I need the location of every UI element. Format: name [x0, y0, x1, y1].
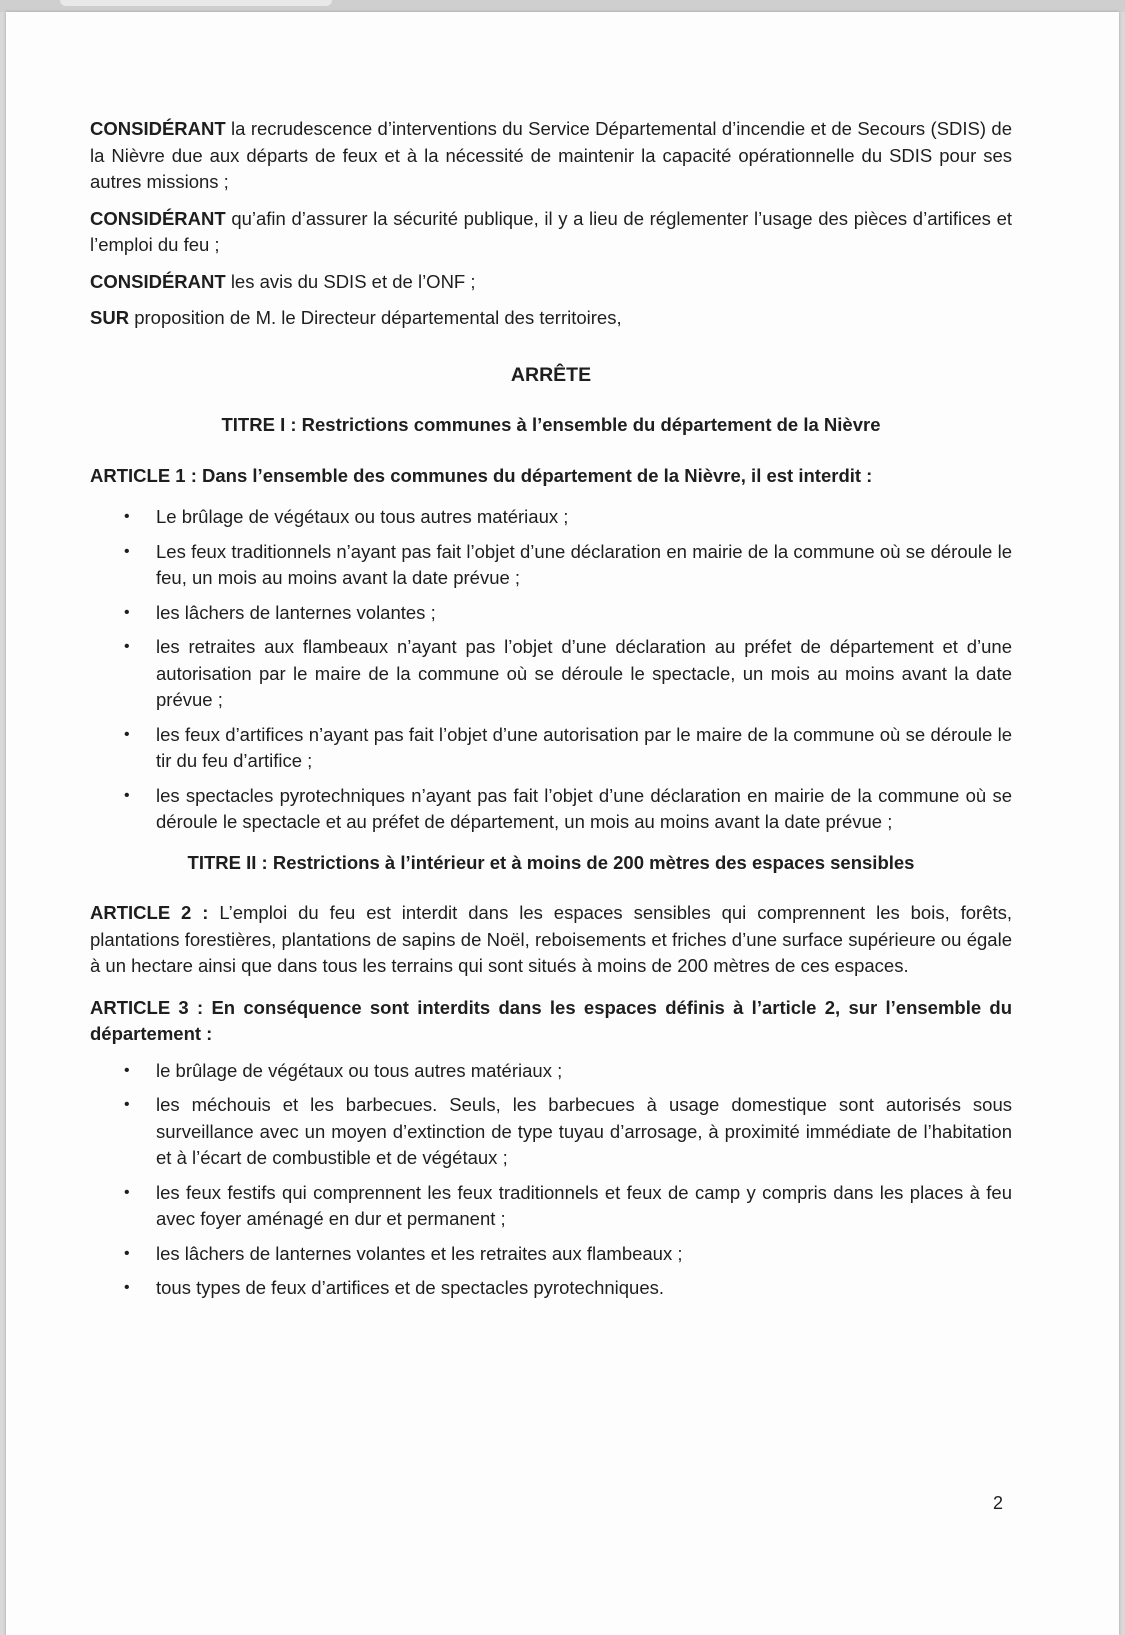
article-1-label: ARTICLE 1 :: [90, 464, 197, 486]
list-item-text: les feux festifs qui comprennent les feux traditionnels et feux de camp y compris dans les places à feu avec foyer aménagé en dur et permanent ;: [156, 1181, 1012, 1229]
arrete-heading: ARRÊTE: [510, 363, 592, 386]
bullet-icon: •: [124, 1096, 130, 1113]
list-item: [90, 634, 1012, 714]
bullet-icon: •: [124, 725, 130, 743]
article-3-heading: [90, 995, 1012, 1048]
list-item: [90, 1241, 1012, 1268]
titre-2-label: TITRE II :: [187, 851, 268, 873]
list-item: [90, 600, 1012, 627]
list-item: [90, 783, 1012, 836]
bullet-icon: •: [124, 638, 130, 655]
article-3-label: ARTICLE 3 :: [90, 996, 204, 1018]
bullet-icon: •: [124, 1183, 130, 1201]
list-item: [90, 539, 1012, 592]
sur-lead: SUR: [90, 307, 130, 328]
list-item-text: les lâchers de lanternes volantes ;: [156, 601, 436, 623]
bullet-icon: •: [124, 542, 130, 560]
considerant-paragraph: [90, 269, 1012, 296]
article-1-heading-text: Dans l’ensemble des communes du département de la Nièvre, il est interdit :: [202, 464, 873, 486]
sur-proposition-paragraph: [90, 305, 1012, 332]
list-item-text: Les feux traditionnels n’ayant pas fait l’objet d’une déclaration en mairie de la commune où se déroule le feu, un mois au moins avant la date prévue ;: [156, 540, 1012, 588]
considerant-text: les avis du SDIS et de l’ONF ;: [230, 270, 476, 292]
document-page: [6, 12, 1119, 1635]
considerant-lead: CONSIDÉRANT: [90, 118, 226, 139]
article-2-paragraph: [90, 900, 1012, 980]
article-3-heading-text: En conséquence sont interdits dans les espaces définis à l’article 2, sur l’ensemble du département :: [90, 996, 1013, 1044]
list-item: [90, 1275, 1012, 1302]
considerant-text: qu’afin d’assurer la sécurité publique, il y a lieu de réglementer l’usage des pièces d’artifices et l’emploi du feu ;: [90, 207, 1012, 255]
bullet-icon: •: [124, 508, 130, 525]
bullet-icon: •: [124, 1279, 130, 1296]
titre-1-heading: [90, 412, 1012, 439]
considerant-text: la recrudescence d’interventions du Service Départemental d’incendie et de Secours (SDIS) de la Nièvre due aux départs de feux et à la nécessité de maintenir la capacité opérationnelle du SDIS pour ses autres missions ;: [90, 118, 1012, 192]
article-1-heading: [90, 463, 1012, 490]
viewer-tab: [60, 0, 332, 6]
sur-text: proposition de M. le Directeur départemental des territoires,: [134, 307, 622, 328]
titre-1-label: TITRE I :: [221, 414, 297, 435]
list-item-text: tous types de feux d’artifices et de spectacles pyrotechniques.: [156, 1277, 665, 1298]
page-number: 2: [992, 1493, 1003, 1513]
list-item-text: les retraites aux flambeaux n’ayant pas l’objet d’une déclaration au préfet de département et d’une autorisation par le maire de la commune où se déroule le spectacle, un mois au moins avant la date prévue ;: [156, 636, 1012, 710]
list-item-text: Le brûlage de végétaux ou tous autres matériaux ;: [156, 506, 569, 527]
list-item-text: les feux d’artifices n’ayant pas fait l’objet d’une autorisation par le maire de la commune où se déroule le tir du feu d’artifice ;: [156, 723, 1012, 771]
bullet-icon: •: [124, 1244, 130, 1262]
list-item: [90, 722, 1012, 775]
bullet-icon: •: [124, 786, 130, 804]
article-1-list: [90, 504, 1012, 836]
considerant-paragraph: [90, 116, 1012, 196]
document-body: [90, 116, 1012, 1310]
list-item: [90, 1058, 1012, 1085]
considerant-paragraph: [90, 206, 1012, 259]
list-item-text: le brûlage de végétaux ou tous autres matériaux ;: [156, 1059, 563, 1081]
considerant-lead: CONSIDÉRANT: [90, 207, 226, 229]
titre-1-text: Restrictions communes à l’ensemble du département de la Nièvre: [301, 414, 881, 435]
article-3-list: [90, 1058, 1012, 1302]
bullet-icon: •: [124, 1061, 130, 1079]
list-item: [90, 1180, 1012, 1233]
article-2-label: ARTICLE 2 :: [90, 902, 209, 923]
list-item-text: les méchouis et les barbecues. Seuls, les barbecues à usage domestique sont autorisés sous surveillance avec un moyen d’extinction de type tuyau d’arrosage, à proximité immédiate de l’habitation et à l’écart de combustible et de végétaux ;: [156, 1094, 1012, 1168]
considerant-lead: CONSIDÉRANT: [90, 270, 226, 292]
list-item-text: les spectacles pyrotechniques n’ayant pas fait l’objet d’une déclaration en mairie de la commune où se déroule le spectacle et au préfet de département, un mois au moins avant la date prévue ;: [156, 784, 1012, 832]
bullet-icon: •: [124, 603, 130, 621]
list-item: [90, 1092, 1012, 1172]
titre-2-text: Restrictions à l’intérieur et à moins de 200 mètres des espaces sensibles: [272, 851, 915, 873]
viewer-top-bar: [0, 0, 1125, 12]
article-2-text: L’emploi du feu est interdit dans les espaces sensibles qui comprennent les bois, forêts, plantations forestières, plantations de sapins de Noël, reboisements et friches d’une surface supérieure ou égale à un hectare ainsi que dans tous les terrains qui sont situés à moins de 200 mètres de ces espaces.: [90, 902, 1013, 976]
list-item: [90, 504, 1012, 531]
titre-2-heading: [90, 850, 1012, 877]
list-item-text: les lâchers de lanternes volantes et les retraites aux flambeaux ;: [156, 1242, 683, 1264]
